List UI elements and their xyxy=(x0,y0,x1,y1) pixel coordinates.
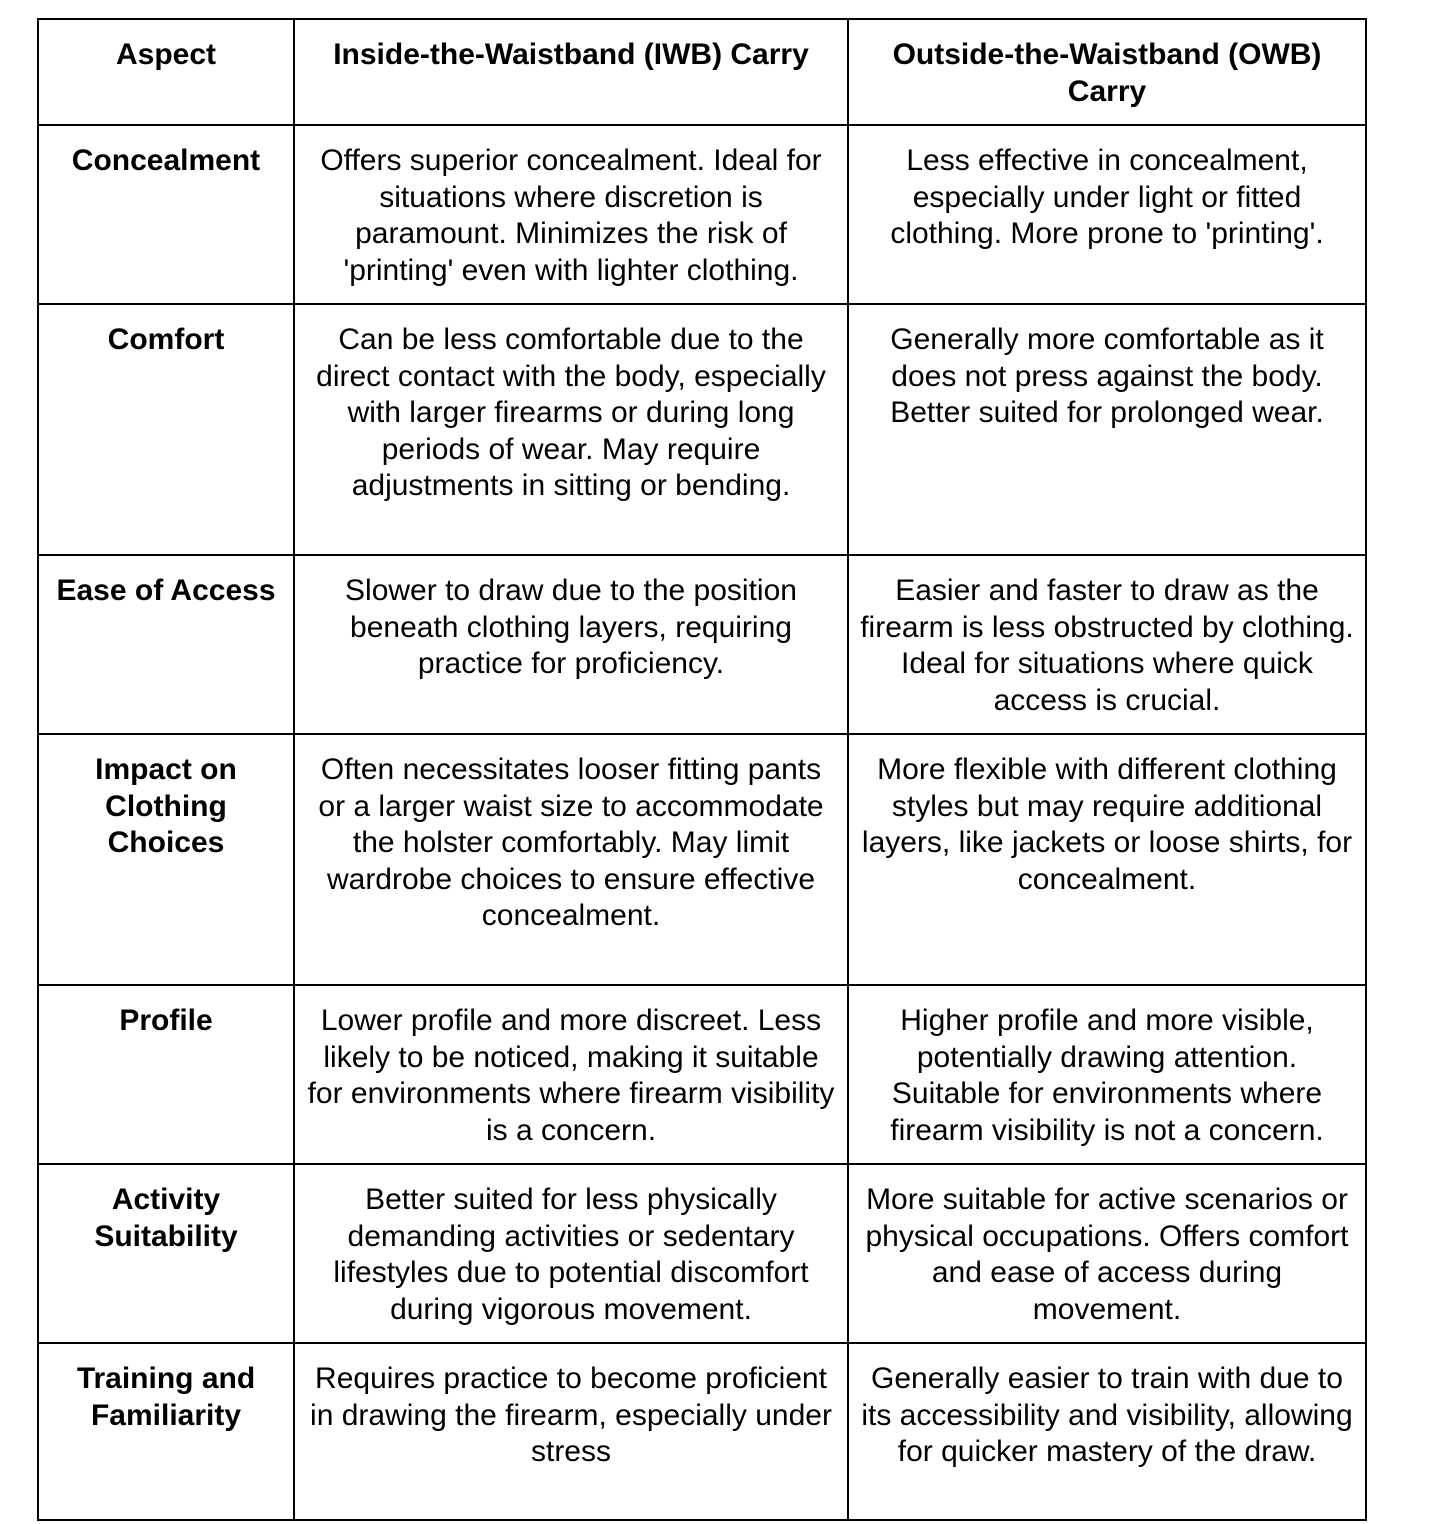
comparison-table xyxy=(37,18,1367,1521)
table-row xyxy=(38,734,1366,985)
aspect-cell: Ease of Access xyxy=(38,555,294,734)
header-iwb: Inside-the-Waistband (IWB) Carry xyxy=(294,19,848,125)
iwb-cell: Lower profile and more discreet. Less likely to be noticed, making it suitable for environments where firearm visibility is a concern. xyxy=(294,985,848,1164)
table-row xyxy=(38,125,1366,304)
table-row xyxy=(38,1164,1366,1343)
owb-cell: Generally easier to train with due to its accessibility and visibility, allowing for quicker mastery of the draw. xyxy=(848,1343,1366,1520)
aspect-cell: Impact on Clothing Choices xyxy=(38,734,294,985)
aspect-cell: Profile xyxy=(38,985,294,1164)
header-row xyxy=(38,19,1366,125)
iwb-cell: Requires practice to become proficient in drawing the firearm, especially under stress xyxy=(294,1343,848,1520)
aspect-cell: Concealment xyxy=(38,125,294,304)
owb-cell: More suitable for active scenarios or physical occupations. Offers comfort and ease of access during movement. xyxy=(848,1164,1366,1343)
table-row xyxy=(38,304,1366,555)
header-owb: Outside-the-Waistband (OWB) Carry xyxy=(848,19,1366,125)
table-row xyxy=(38,555,1366,734)
aspect-cell: Comfort xyxy=(38,304,294,555)
iwb-cell: Slower to draw due to the position beneath clothing layers, requiring practice for proficiency. xyxy=(294,555,848,734)
owb-cell: Less effective in concealment, especially under light or fitted clothing. More prone to 'printing'. xyxy=(848,125,1366,304)
aspect-cell: Training and Familiarity xyxy=(38,1343,294,1520)
table-row xyxy=(38,1343,1366,1520)
owb-cell: Generally more comfortable as it does not press against the body. Better suited for prolonged wear. xyxy=(848,304,1366,555)
header-aspect: Aspect xyxy=(38,19,294,125)
iwb-cell: Better suited for less physically demanding activities or sedentary lifestyles due to potential discomfort during vigorous movement. xyxy=(294,1164,848,1343)
iwb-cell: Can be less comfortable due to the direct contact with the body, especially with larger firearms or during long periods of wear. May require adjustments in sitting or bending. xyxy=(294,304,848,555)
owb-cell: More flexible with different clothing styles but may require additional layers, like jackets or loose shirts, for concealment. xyxy=(848,734,1366,985)
iwb-cell: Often necessitates looser fitting pants or a larger waist size to accommodate the holster comfortably. May limit wardrobe choices to ensure effective concealment. xyxy=(294,734,848,985)
table-row xyxy=(38,985,1366,1164)
owb-cell: Easier and faster to draw as the firearm is less obstructed by clothing. Ideal for situations where quick access is crucial. xyxy=(848,555,1366,734)
owb-cell: Higher profile and more visible, potentially drawing attention. Suitable for environments where firearm visibility is not a concern. xyxy=(848,985,1366,1164)
aspect-cell: Activity Suitability xyxy=(38,1164,294,1343)
iwb-cell: Offers superior concealment. Ideal for situations where discretion is paramount. Minimizes the risk of 'printing' even with lighter clothing. xyxy=(294,125,848,304)
